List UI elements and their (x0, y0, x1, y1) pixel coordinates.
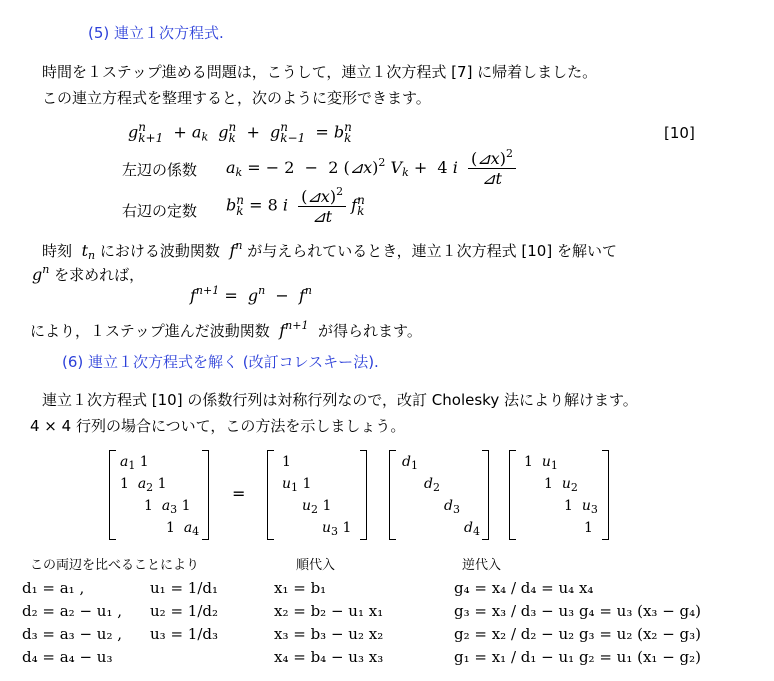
relation-g: g₁ = x₁ / d₁ − u₁ g₂ = u₁ (x₁ − g₂) (454, 648, 702, 666)
bracket-left (267, 450, 274, 540)
text-segment: における波動関数 (99, 242, 220, 260)
matrix-d: $d_1$ $d_2$ $d_3$ $d_4$ (390, 450, 488, 540)
paragraph-2-line-1: 時刻 $t_n$ における波動関数 $f^n$ が与えられているとき，連立１次方程式 [10] を解いて (42, 239, 617, 262)
label-forward: 順代入 (296, 558, 336, 573)
bracket-left (389, 450, 396, 540)
relation-x: x₂ = b₂ − u₁ x₁ (274, 602, 384, 620)
equation-10: g n k+1 + $a_k$ g n k + g n k−1 = b n k (128, 120, 352, 145)
equation-b-k: b n k = 8 i $\frac{(⊿x)^2}{⊿t}$ f n k (226, 185, 365, 226)
bracket-left (109, 450, 116, 540)
text-segment: が得られます。 (318, 322, 422, 340)
paragraph-3-line-2: 4 × 4 行列の場合について，この方法を示しましょう。 (30, 417, 406, 435)
coef-label-right: 右辺の定数 (122, 202, 198, 220)
paragraph-1-line-1: 時間を１ステップ進める問題は，こうして，連立１次方程式 [7] に帰着しました。 (42, 63, 598, 81)
bracket-right (602, 450, 609, 540)
label-compare: この両辺を比べることにより (30, 558, 200, 573)
relation-u: u₃ = 1/d₃ (150, 625, 218, 643)
column-d (22, 577, 122, 669)
relation-g: g₃ = x₃ / d₃ − u₃ g₄ = u₃ (x₃ − g₄) (454, 602, 702, 620)
text-segment: により，１ステップ進んだ波動関数 (30, 322, 270, 340)
text-segment: 時刻 (42, 242, 73, 260)
section-6-heading: (6) 連立１次方程式を解く (改訂コレスキー法). (62, 353, 379, 371)
bracket-right (482, 450, 489, 540)
bracket-right (202, 450, 209, 540)
paragraph-1-line-2: この連立方程式を整理すると，次のように変形できます。 (42, 89, 431, 107)
relation-d: d₄ = a₄ − u₃ (22, 648, 113, 666)
paragraph-3-line-1: 連立１次方程式 [10] の係数行列は対称行列なので，改訂 Cholesky 法により解けます。 (42, 391, 638, 409)
label-backward: 逆代入 (462, 558, 502, 573)
matrix-lt: 1 $u_1$ 1 $u_2$ 1 $u_3$ 1 (510, 450, 608, 540)
bracket-right (360, 450, 367, 540)
matrix-equals: = (232, 484, 246, 503)
matrix-a: $a_1$ 1 1 $a_2$ 1 1 $a_3$ 1 1 $a_4$ (110, 450, 208, 540)
paragraph-2-line-3: により，１ステップ進んだ波動関数 $f^{n+1}$ が得られます。 (30, 319, 422, 340)
relation-d: d₂ = a₂ − u₁ , (22, 602, 122, 620)
equation-update: $f^{n+1} = g^n - f^n$ (190, 284, 313, 305)
column-g (454, 577, 701, 669)
section-5-heading: (5) 連立１次方程式. (88, 24, 224, 42)
column-x (274, 577, 383, 669)
relation-d: d₃ = a₃ − u₂ , (22, 625, 122, 643)
relation-d: d₁ = a₁ , (22, 579, 85, 597)
coef-label-left: 左辺の係数 (122, 161, 198, 179)
relation-x: x₃ = b₃ − u₂ x₂ (274, 625, 384, 643)
equation-a-k: $a_k$ = − 2 − 2 (⊿x)$^2$ $V_k + 4$ i $\frac{(⊿x)^2}{⊿t}$ (226, 147, 516, 188)
text-segment: を求めれば， (54, 266, 145, 284)
relation-g: g₄ = x₄ / d₄ = u₄ x₄ (454, 579, 594, 597)
relation-x: x₁ = b₁ (274, 579, 327, 597)
equation-number: [10] (664, 124, 695, 142)
text-segment: が与えられているとき，連立１次方程式 [10] を解いて (247, 242, 617, 260)
relation-x: x₄ = b₄ − u₃ x₃ (274, 648, 384, 666)
relation-u: u₁ = 1/d₁ (150, 579, 218, 597)
relation-u: u₂ = 1/d₂ (150, 602, 218, 620)
paragraph-2-line-2: $g^n$ を求めれば， (32, 263, 145, 284)
relation-g: g₂ = x₂ / d₂ − u₂ g₃ = u₂ (x₂ − g₃) (454, 625, 702, 643)
matrix-l: 1 $u_1$ 1 $u_2$ 1 $u_3$ 1 (268, 450, 366, 540)
bracket-left (509, 450, 516, 540)
column-u (150, 577, 218, 646)
